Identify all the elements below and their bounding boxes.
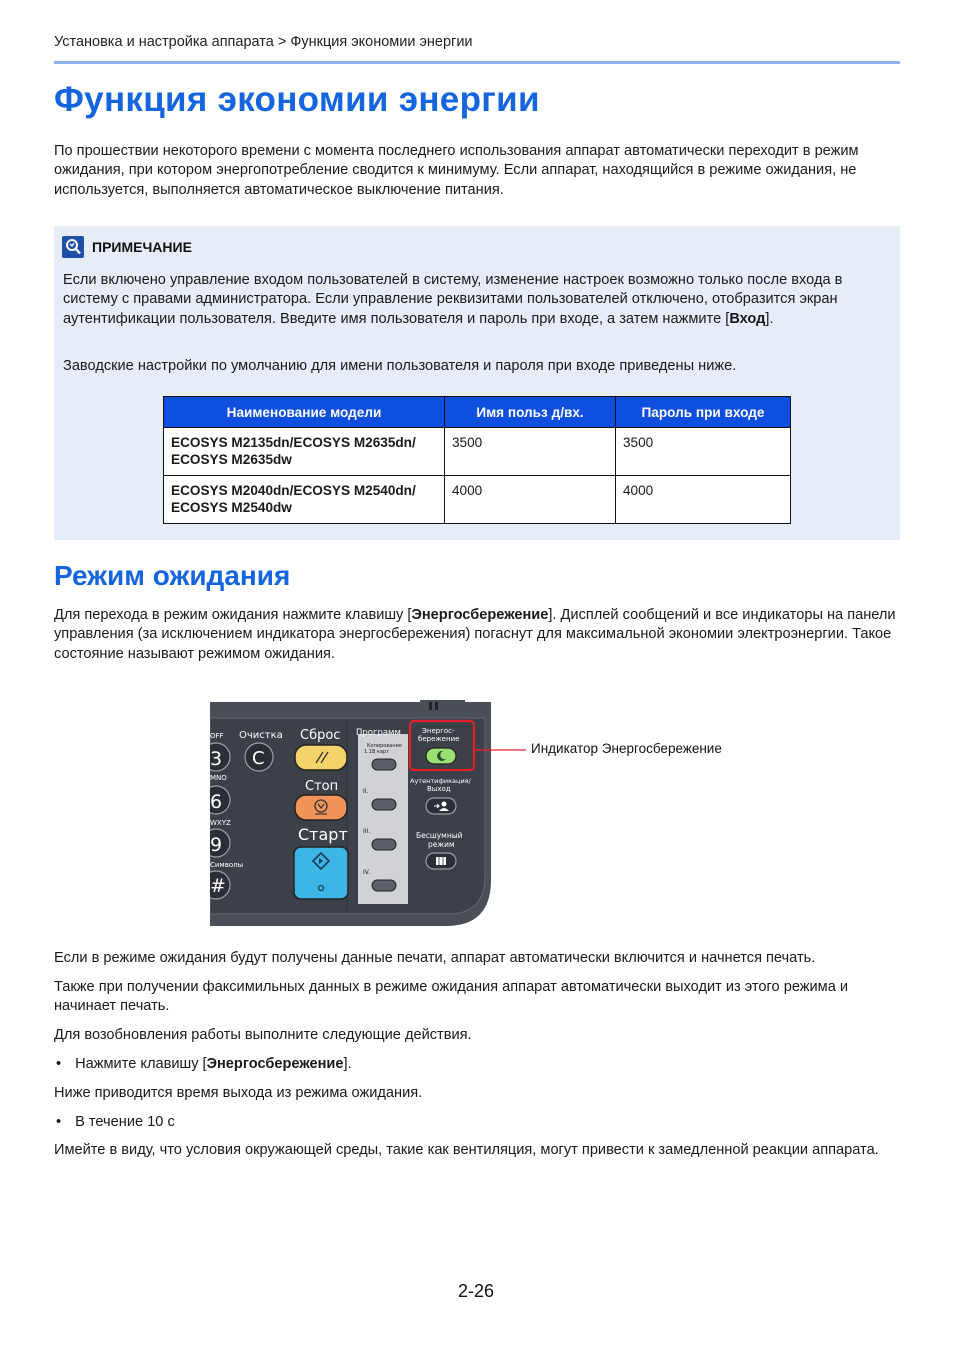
note-magnifier-icon bbox=[62, 236, 84, 258]
header-divider bbox=[54, 61, 900, 64]
login-logout-button[interactable] bbox=[426, 798, 456, 814]
username-cell: 4000 bbox=[445, 476, 616, 524]
intro-paragraph: По прошествии некоторого времени с момента последнего использования аппарат автоматически переходит в режим ожидания, при котором энергопотребление сводится к минимуму. Если аппарат, находящийся в режиме ожидания, не используется, выполняется автоматическое выключение питания. bbox=[54, 143, 859, 198]
wake-time-paragraph: Ниже приводится время выхода из режима ожидания. bbox=[54, 1085, 423, 1101]
bullet-dot: • bbox=[56, 1056, 62, 1072]
program-3-label: III. bbox=[363, 828, 371, 835]
quiet-mode-label: Бесшумный bbox=[416, 831, 463, 840]
callout-line bbox=[474, 735, 534, 765]
note-paragraph-defaults: Заводские настройки по умолчанию для имени пользователя и пароля при входе приведены ниже. bbox=[63, 358, 737, 374]
mno-label: MNO bbox=[210, 774, 227, 782]
copy-label-line2: 1.1В карт bbox=[364, 749, 390, 755]
program-2-label: II. bbox=[363, 788, 369, 795]
control-panel-illustration bbox=[210, 700, 495, 928]
stop-button[interactable] bbox=[295, 795, 347, 820]
table-row bbox=[164, 428, 791, 476]
energy-key-label: Энергосбережение bbox=[411, 607, 549, 623]
default-credentials-table bbox=[163, 396, 791, 524]
table-row bbox=[164, 476, 791, 524]
svg-text:6: 6 bbox=[210, 791, 223, 813]
auth-label: Аутентификация/ bbox=[410, 777, 471, 785]
note-title: ПРИМЕЧАНИЕ bbox=[92, 239, 192, 255]
svg-text:9: 9 bbox=[210, 834, 223, 856]
password-cell: 3500 bbox=[616, 428, 791, 476]
clear-button[interactable] bbox=[245, 743, 273, 771]
symbols-label: Символы bbox=[210, 861, 244, 869]
bullet-text: Нажмите клавишу [Энергосбережение]. bbox=[75, 1056, 352, 1072]
quiet-mode-button[interactable] bbox=[426, 853, 456, 869]
energy-saver-button[interactable] bbox=[426, 748, 456, 764]
column-header-username: Имя польз д/вх. bbox=[445, 397, 616, 428]
bullet-dot: • bbox=[56, 1114, 62, 1130]
energy-saver-label-line2: бережение bbox=[418, 735, 460, 743]
start-label: Старт bbox=[298, 825, 348, 844]
note-box bbox=[54, 226, 900, 540]
fax-paragraph: Также при получении факсимильных данных в режиме ожидания аппарат автоматически выходит из этого режима и начинает печать. bbox=[54, 979, 849, 1015]
resume-paragraph: Для возобновления работы выполните следующие действия. bbox=[54, 1027, 472, 1043]
section-intro-paragraph: Для перехода в режим ожидания нажмите клавишу [Энергосбережение]. Дисплей сообщений и все индикаторы на панели управления (за исключением индикатора энергосбережения) погаснут для максимальной экономии электроэнергии. Такое состояние называют режимом ожидания. bbox=[54, 607, 896, 662]
auth-label-line2: Выход bbox=[427, 785, 451, 793]
clear-label: Очистка bbox=[239, 730, 283, 741]
quiet-mode-label-line2: режим bbox=[428, 840, 455, 849]
start-button[interactable] bbox=[294, 847, 348, 899]
program-button-4[interactable] bbox=[372, 880, 396, 891]
program-4-label: IV. bbox=[363, 869, 371, 876]
list-item bbox=[56, 1113, 896, 1132]
reset-button[interactable] bbox=[295, 745, 347, 770]
environment-paragraph: Имейте в виду, что условия окружающей среды, такие как вентиляция, могут привести к замедленной реакции аппарата. bbox=[54, 1142, 879, 1158]
table-header-row bbox=[164, 397, 791, 428]
program-button-3[interactable] bbox=[372, 839, 396, 850]
page-number: 2-26 bbox=[458, 1281, 495, 1301]
column-header-model: Наименование модели bbox=[164, 397, 445, 428]
program-label: Программ bbox=[356, 728, 401, 738]
section-title: Режим ожидания bbox=[54, 560, 291, 591]
model-cell: ECOSYS M2135dn/ECOSYS M2635dn/ ECOSYS M2635dw bbox=[164, 428, 445, 476]
svg-text:C: C bbox=[252, 748, 265, 769]
user-icon bbox=[442, 802, 447, 807]
svg-text:3: 3 bbox=[210, 748, 223, 770]
login-key-label: Вход bbox=[729, 310, 766, 327]
note-header bbox=[62, 236, 192, 258]
bullet-text: В течение 10 с bbox=[75, 1114, 175, 1130]
model-cell: ECOSYS M2040dn/ECOSYS M2540dn/ ECOSYS M2540dw bbox=[164, 476, 445, 524]
note-paragraph-login: Если включено управление входом пользователей в систему, изменение настроек возможно только после входа в систему с правами администратора. Если управление реквизитами пользователей отключено, отобразится экран аутентификации пользователя. Введите имя пользователя и пароль при входе, а затем нажмите [Вход]. bbox=[63, 272, 843, 327]
wxyz-label: WXYZ bbox=[210, 819, 231, 827]
column-header-password: Пароль при входе bbox=[616, 397, 791, 428]
program-button-1[interactable] bbox=[372, 759, 396, 770]
quiet-mode-icon bbox=[436, 857, 446, 865]
stop-label: Стоп bbox=[305, 779, 339, 794]
copy-label: Копирование bbox=[367, 743, 402, 749]
energy-saver-label: Энергос- bbox=[422, 727, 455, 735]
breadcrumb: Установка и настройка аппарата > Функция экономии энергии bbox=[54, 34, 473, 50]
print-paragraph: Если в режиме ожидания будут получены данные печати, аппарат автоматически включится и начнется печать. bbox=[54, 950, 816, 966]
program-button-2[interactable] bbox=[372, 799, 396, 810]
reset-label: Сброс bbox=[300, 728, 341, 743]
password-cell: 4000 bbox=[616, 476, 791, 524]
off-label: OFF bbox=[210, 732, 224, 740]
list-item bbox=[56, 1055, 896, 1074]
svg-text:#: # bbox=[210, 875, 226, 897]
energy-saver-callout: Индикатор Энергосбережение bbox=[531, 741, 722, 756]
username-cell: 3500 bbox=[445, 428, 616, 476]
page-title: Функция экономии энергии bbox=[54, 80, 540, 119]
